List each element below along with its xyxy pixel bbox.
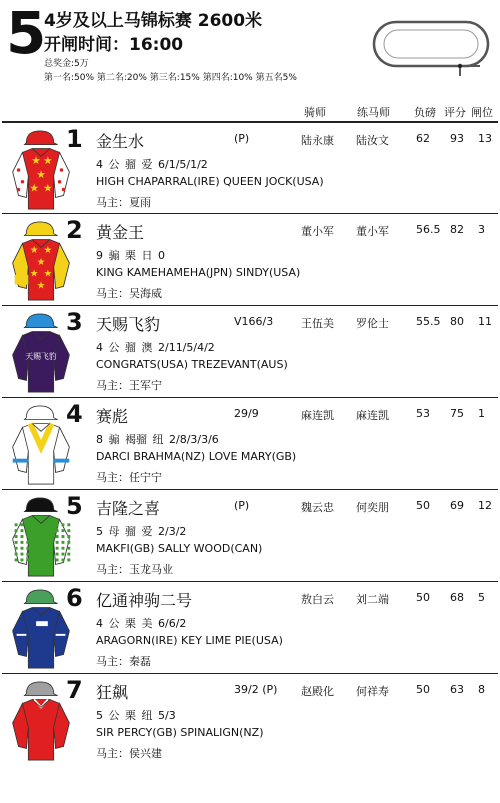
- horse-pedigree: DARCI BRAHMA(NZ) LOVE MARY(GB): [96, 450, 297, 463]
- horse-weight: 62: [416, 132, 430, 145]
- jockey-silks-icon: [10, 680, 72, 762]
- horse-rating: V166/3: [234, 315, 274, 328]
- col-weight: 负磅: [414, 106, 436, 119]
- horse-rating: 29/9: [234, 407, 259, 420]
- race-number: 5: [6, 0, 47, 67]
- horse-score: 68: [450, 591, 464, 604]
- horse-info: 9 骟 栗 日 0: [96, 249, 165, 262]
- jockey-silks-icon: [10, 496, 72, 578]
- horse-score: 75: [450, 407, 464, 420]
- race-title: 4岁及以上马锦标赛 2600米: [44, 11, 263, 31]
- horse-info: 4 公 骝 爱 6/1/5/1/2: [96, 158, 208, 171]
- horse-number: 2: [66, 216, 83, 244]
- horse-owner: 马主：侯兴建: [96, 747, 162, 760]
- horse-rating: (P): [234, 132, 250, 145]
- horse-owner: 马主：王军宁: [96, 379, 162, 392]
- svg-text:★: ★: [29, 181, 39, 195]
- svg-text:天赐飞豹: 天赐飞豹: [25, 351, 57, 361]
- horse-draw: 13: [478, 132, 492, 145]
- jockey-silks-icon: [10, 312, 72, 394]
- horse-weight: 50: [416, 499, 430, 512]
- horse-trainer: 何祥寿: [356, 685, 389, 698]
- horse-number: 4: [66, 400, 83, 428]
- horse-trainer: 刘二端: [356, 593, 389, 606]
- svg-text:★: ★: [29, 245, 39, 257]
- horse-weight: 50: [416, 683, 430, 696]
- horse-number: 1: [66, 125, 83, 153]
- horse-name: 亿通神驹二号: [96, 591, 193, 610]
- horse-row: [2, 213, 498, 305]
- horse-pedigree: ARAGORN(IRE) KEY LIME PIE(USA): [96, 634, 283, 647]
- horse-trainer: 何奕朋: [356, 501, 389, 514]
- horse-jockey: 魏云忠: [301, 501, 334, 514]
- horse-jockey: 陆永康: [301, 134, 334, 147]
- col-jockey: 骑师: [304, 106, 326, 119]
- horse-name: 狂飙: [96, 683, 129, 702]
- horse-draw: 1: [478, 407, 485, 420]
- horse-jockey: 赵殿化: [301, 685, 334, 698]
- horse-row: [2, 673, 498, 765]
- svg-text:★: ★: [36, 256, 46, 268]
- horse-draw: 12: [478, 499, 492, 512]
- horse-row: [2, 581, 498, 673]
- horse-pedigree: KING KAMEHAMEHA(JPN) SINDY(USA): [96, 266, 301, 279]
- horse-draw: 11: [478, 315, 492, 328]
- svg-text:★: ★: [43, 245, 53, 257]
- horse-trainer: 罗伦士: [356, 317, 389, 330]
- horse-weight: 56.5: [416, 223, 441, 236]
- horse-draw: 3: [478, 223, 485, 236]
- horse-number: 7: [66, 676, 83, 704]
- svg-text:★: ★: [43, 154, 53, 168]
- horse-owner: 马主：玉龙马业: [96, 563, 173, 576]
- horse-trainer: 陆汝文: [356, 134, 389, 147]
- horse-owner: 马主：秦磊: [96, 655, 151, 668]
- jockey-silks-icon: [10, 129, 72, 211]
- horse-row: [2, 305, 498, 397]
- horse-name: 黄金王: [96, 223, 145, 242]
- svg-text:★: ★: [43, 181, 53, 195]
- horse-name: 金生水: [96, 132, 145, 151]
- horse-info: 5 母 骝 爱 2/3/2: [96, 525, 187, 538]
- horse-owner: 马主：夏雨: [96, 196, 151, 209]
- horse-owner: 马主：任宁宁: [96, 471, 162, 484]
- col-trainer: 练马师: [357, 106, 390, 119]
- horse-info: 8 骟 褐骝 纽 2/8/3/3/6: [96, 433, 219, 446]
- horse-pedigree: SIR PERCY(GB) SPINALIGN(NZ): [96, 726, 264, 739]
- horse-name: 吉隆之喜: [96, 499, 161, 518]
- horse-row: [2, 121, 498, 213]
- horse-row: [2, 397, 498, 489]
- svg-text:★: ★: [36, 167, 46, 181]
- prize-total: 总奖金:5万: [44, 59, 89, 69]
- horse-jockey: 麻连凯: [301, 409, 334, 422]
- svg-text:★: ★: [43, 268, 53, 280]
- horse-draw: 8: [478, 683, 485, 696]
- svg-text:★: ★: [36, 280, 46, 292]
- horse-pedigree: CONGRATS(USA) TREZEVANT(AUS): [96, 358, 288, 371]
- horse-number: 5: [66, 492, 83, 520]
- horse-weight: 50: [416, 591, 430, 604]
- horse-info: 4 公 骝 澳 2/11/5/4/2: [96, 341, 215, 354]
- horse-name: 赛彪: [96, 407, 129, 426]
- column-headers: [0, 104, 500, 122]
- jockey-silks-icon: [10, 220, 72, 302]
- horse-draw: 5: [478, 591, 485, 604]
- horse-jockey: 敖白云: [301, 593, 334, 606]
- horse-score: 69: [450, 499, 464, 512]
- horse-row: [2, 489, 498, 581]
- jockey-silks-icon: [10, 404, 72, 486]
- horse-pedigree: MAKFI(GB) SALLY WOOD(CAN): [96, 542, 263, 555]
- horse-jockey: 王伍美: [301, 317, 334, 330]
- horse-owner: 马主：吴海威: [96, 287, 162, 300]
- race-header: [0, 0, 500, 100]
- prize-split: 第一名:50% 第二名:20% 第三名:15% 第四名:10% 第五名5%: [44, 73, 297, 83]
- horse-score: 82: [450, 223, 464, 236]
- horse-rating: (P): [234, 499, 250, 512]
- horse-jockey: 董小军: [301, 225, 334, 238]
- horse-pedigree: HIGH CHAPARRAL(IRE) QUEEN JOCK(USA): [96, 175, 324, 188]
- horse-weight: 55.5: [416, 315, 441, 328]
- horse-name: 天赐飞豹: [96, 315, 161, 334]
- horse-trainer: 麻连凯: [356, 409, 389, 422]
- horse-trainer: 董小军: [356, 225, 389, 238]
- horse-rating: 39/2 (P): [234, 683, 278, 696]
- col-draw: 闸位: [471, 106, 493, 119]
- race-start-time: 开闸时间：16:00: [44, 35, 184, 55]
- svg-text:★: ★: [29, 268, 39, 280]
- horse-list: [2, 121, 498, 765]
- horse-number: 3: [66, 308, 83, 336]
- horse-number: 6: [66, 584, 83, 612]
- horse-weight: 53: [416, 407, 430, 420]
- horse-score: 63: [450, 683, 464, 696]
- track-map-icon: [370, 8, 495, 78]
- horse-score: 80: [450, 315, 464, 328]
- jockey-silks-icon: [10, 588, 72, 670]
- horse-info: 4 公 栗 美 6/6/2: [96, 617, 187, 630]
- horse-info: 5 公 栗 纽 5/3: [96, 709, 176, 722]
- horse-score: 93: [450, 132, 464, 145]
- col-score: 评分: [444, 106, 466, 119]
- svg-text:★: ★: [31, 154, 41, 168]
